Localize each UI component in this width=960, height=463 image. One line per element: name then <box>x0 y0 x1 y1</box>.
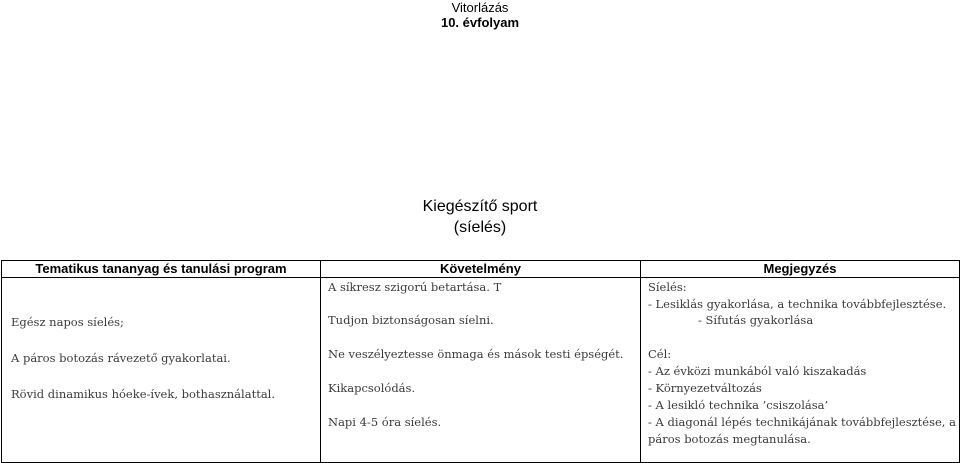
notes-line: - A diagonál lépés technikájának továbbfejlesztése, a <box>648 415 956 429</box>
requirement-item: Kikapcsolódás. <box>328 381 416 395</box>
cell-notes <box>641 278 960 463</box>
program-item: A páros botozás rávezető gyakorlatai. <box>11 351 231 365</box>
page-title: Kiegészítő sport <box>422 198 538 215</box>
table-header-row <box>2 261 960 278</box>
requirement-item: A síkresz szigorú betartása. T <box>328 280 502 294</box>
notes-line: Cél: <box>648 347 672 361</box>
header-subject: Vitorlázás <box>451 0 509 15</box>
page-subtitle: (síelés) <box>453 219 507 236</box>
notes-line: - A lesikló technika ’csiszolása’ <box>648 398 829 412</box>
requirement-item: Napi 4-5 óra síelés. <box>328 415 442 429</box>
column-header-program: Tematikus tananyag és tanulási program <box>2 261 321 278</box>
cell-requirement <box>321 278 641 463</box>
header-grade: 10. évfolyam <box>440 15 520 30</box>
program-item: Rövid dinamikus hóeke-ívek, bothasználattal. <box>11 387 276 401</box>
notes-line: páros botozás megtanulása. <box>648 432 811 446</box>
requirement-item: Tudjon biztonságosan síelni. <box>328 313 494 327</box>
notes-line: Síelés: <box>648 280 687 294</box>
notes-line: - Lesiklás gyakorlása, a technika továbbfejlesztése. <box>648 297 947 311</box>
curriculum-table <box>1 260 960 463</box>
column-header-requirement: Követelmény <box>321 261 641 278</box>
table-row <box>2 278 960 463</box>
program-item: Egész napos síelés; <box>11 315 124 329</box>
notes-line: - Az évközi munkából való kiszakadás <box>648 364 867 378</box>
requirement-item: Ne veszélyeztesse önmaga és mások testi épségét. <box>328 347 624 361</box>
notes-line: - Környezetváltozás <box>648 381 762 395</box>
column-header-notes: Megjegyzés <box>641 261 960 278</box>
notes-line: - Sífutás gyakorlása <box>698 313 814 327</box>
cell-program <box>2 278 321 463</box>
